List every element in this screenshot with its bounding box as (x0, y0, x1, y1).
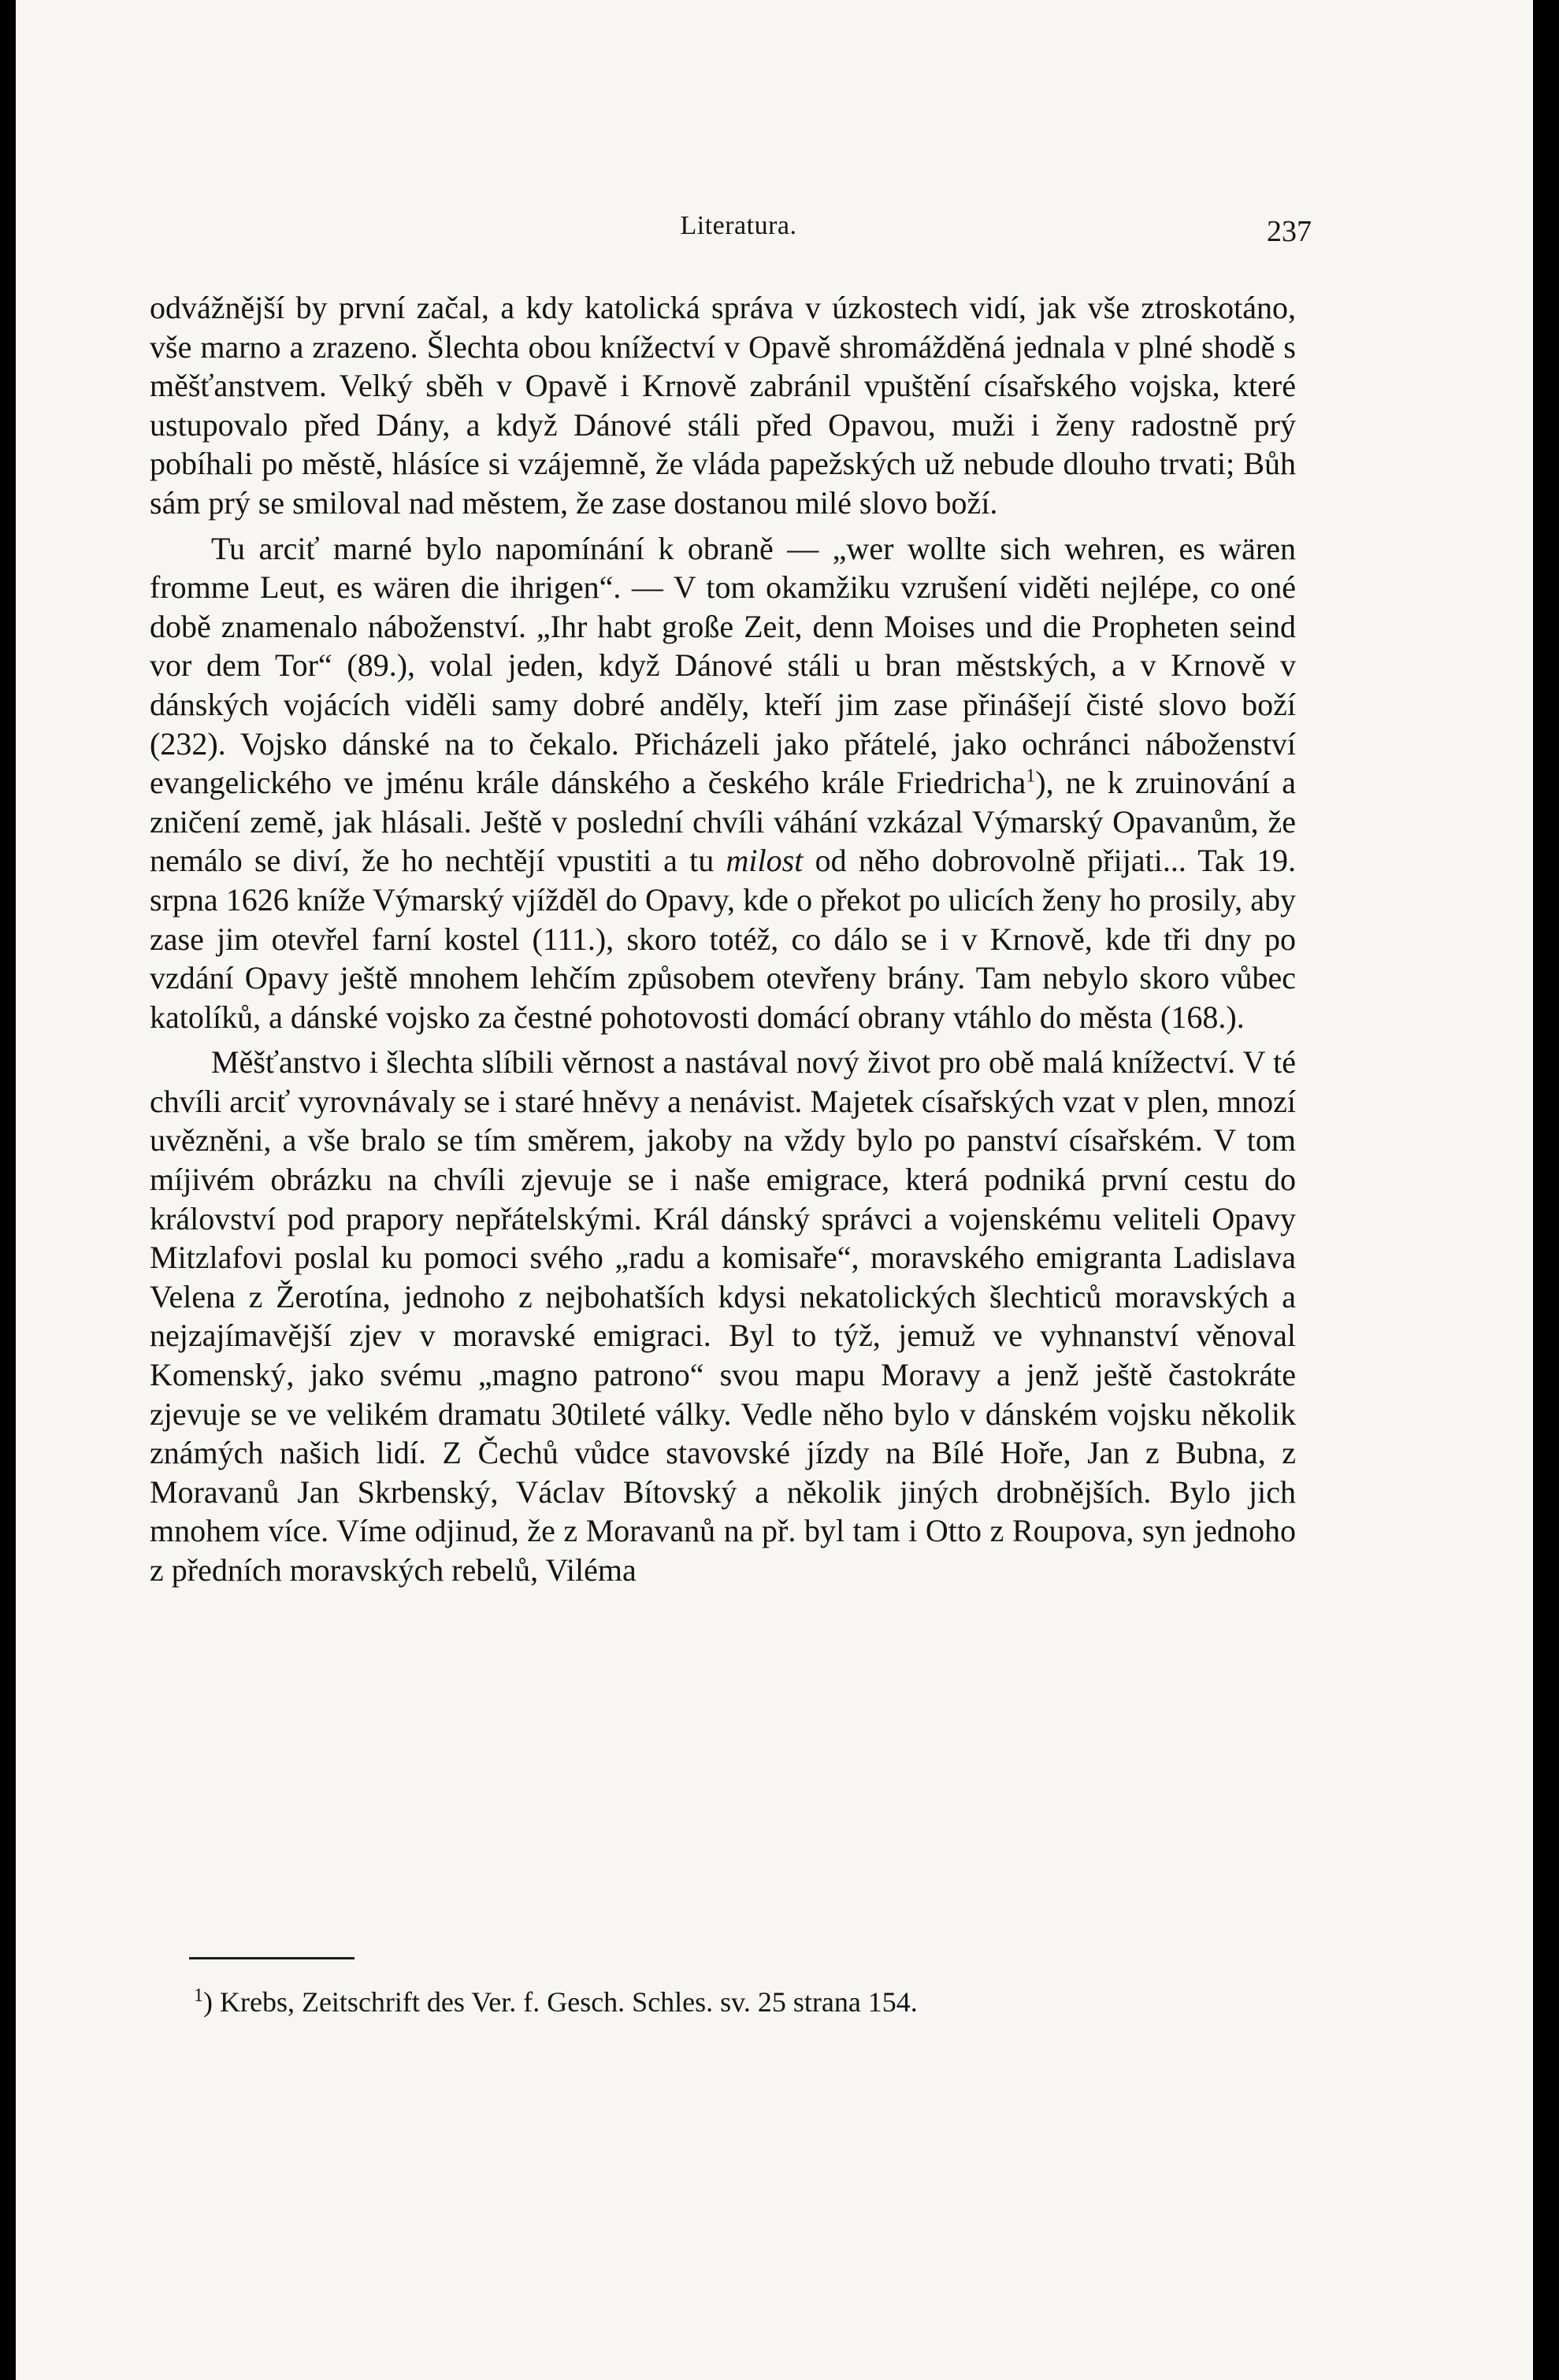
paragraph-2-text: Tu arciť marné bylo napomínání k obraně — „wer wollte sich wehren, es wären fromme Leut, es wären die ihrigen“. — V tom okamžiku vzrušení viděti nejlépe, co oné době znamenalo náboženství. „Ihr habt große Zeit, denn Moises und die Propheten seind vor dem Tor“ (89.), volal jeden, když Dánové stáli u bran městských, a v Krnově v dánských vojácích viděli samy dobré anděly, kteří jim zase přinášejí čisté slovo boží (232). Vojsko dánské na to čekalo. Přicházeli jako přátelé, jako ochránci náboženství evangelického ve jménu krále dánského a českého krále Friedricha (150, 530, 1296, 801)
emphasis-milost: milost (726, 843, 804, 879)
footnote-mark: 1 (194, 1985, 203, 2006)
page-number: 237 (1267, 215, 1312, 248)
paragraph-1-text: odvážnější by první začal, a kdy katolická správa v úzkostech vidí, jak vše ztroskotáno, vše marno a zrazeno. Šlechta obou knížectví v Opavě shromážděná jednala v plné shodě s měšťanstvem. Velký sběh v Opavě i Krnově zabránil vpuštění císařského vojska, které ustupovalo před Dány, a když Dánové stáli před Opavou, muži i ženy radostně prý pobíhali po městě, hlásíce si vzájemně, že vláda papežských už nebude dlouho trvati; Bůh sám prý se smiloval nad městem, že zase dostanou milé slovo boží. (150, 290, 1296, 521)
footnote-reference: 1 (1026, 766, 1036, 787)
paragraph-2-text-end: od něho dobrovolně přijati... Tak 19. srpna 1626 kníže Výmarský vjížděl do Opavy, kde o překot po ulicích ženy ho prosily, aby zase jim otevřel farní kostel (111.), skoro totéž, co dálo se i v Krnově, kde tři dny po vzdání Opavy ještě mnohem lehčím způsobem otevřeny brány. Tam nebylo skoro vůbec katolíků, a dánské vojsko za čestné pohotovosti domácí obrany vtáhlo do města (168.). (150, 843, 1296, 1035)
footnote-text: ) Krebs, Zeitschrift des Ver. f. Gesch. Schles. sv. 25 strana 154. (203, 1986, 918, 2018)
paragraph-2-text-continued: ), ne k zruinování a zničení země, jak hlásali. Ještě v poslední chvíli váhání vzkázal Výmarský Opavanům, že nemálo se diví, že ho nechtějí vpustiti a tu (150, 765, 1296, 879)
paragraph-3-text: Měšťanstvo i šlechta slíbili věrnost a nastával nový život pro obě malá knížectví. V té chvíli arciť vyrovnávaly se i staré hněvy a nenávist. Majetek císařských vzat v plen, mnozí uvězněni, a vše bralo se tím směrem, jakoby na vždy bylo po panství císařském. V tom míjivém obrázku na chvíli zjevuje se i naše emigrace, která podniká první cestu do království pod prapory nepřátelskými. Král dánský správci a vojenskému veliteli Opavy Mitzlafovi poslal ku pomoci svého „radu a komisaře“, moravského emigranta Ladislava Velena z Žerotína, jednoho z nejbohatších kdysi nekatolických šlechticů moravských a nejzajímavější zjev v moravské emigraci. Byl to týž, jemuž ve vyhnanství věnoval Komenský, jako svému „magno patrono“ svou mapu Moravy a jenž ještě častokráte zjevuje se ve velikém dramatu 30tileté války. Vedle něho bylo v dánském vojsku několik známých našich lidí. Z Čechů vůdce stavovské jízdy na Bílé Hoře, Jan z Bubna, z Moravanů Jan Skrbenský, Václav Bítovský a několik jiných drobnějších. Bylo jich mnohem více. Víme odjinud, že z Moravanů na př. byl tam i Otto z Roupova, syn jednoho z předních moravských rebelů, Viléma (150, 1044, 1296, 1588)
footnote-divider (189, 1957, 354, 1959)
paragraph-3 (150, 1043, 1296, 1589)
paragraph-2 (150, 529, 1296, 1037)
paragraph-1 (150, 288, 1296, 523)
page-header (165, 211, 1312, 266)
footnote (194, 1985, 1297, 2019)
body-text (150, 288, 1296, 1596)
running-head: Literatura. (680, 211, 797, 240)
